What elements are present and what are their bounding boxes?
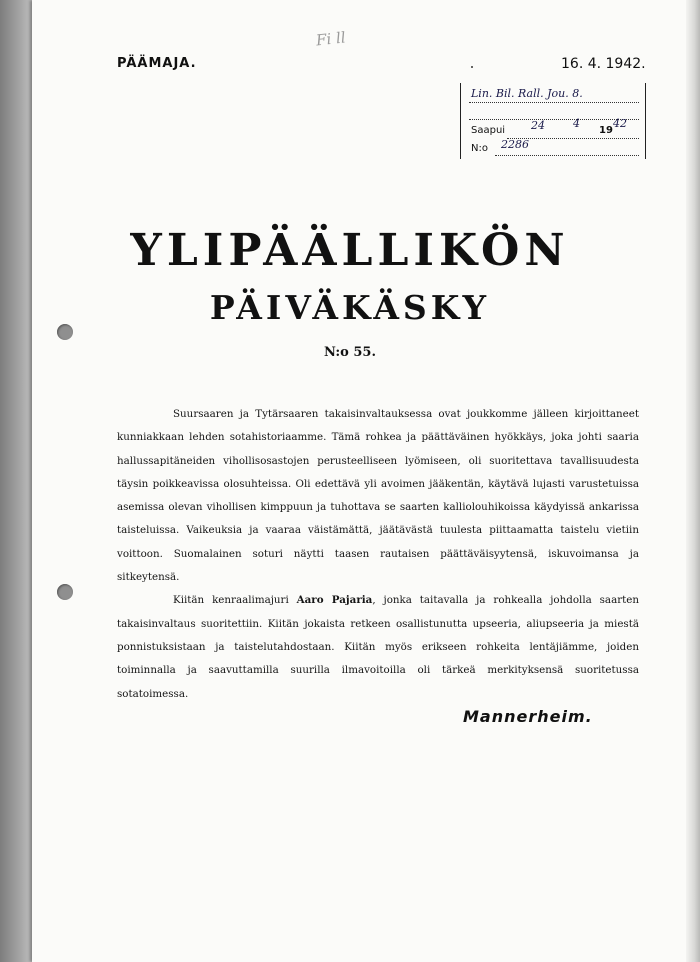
- stamp-number-value: 2286: [501, 138, 529, 151]
- stamp-line: [469, 102, 639, 103]
- paragraph-2: [117, 589, 639, 705]
- stamp-received-month: 4: [573, 117, 580, 130]
- stamp-received-label: Saapui: [471, 125, 506, 136]
- stamp-year-prefix: 19: [599, 125, 613, 136]
- paragraph-2-start: Kiitän kenraalimajuri: [173, 594, 297, 607]
- commander-name: Aaro Pajaria: [296, 594, 373, 607]
- punch-hole-bottom: [57, 584, 73, 600]
- ink-speck: [471, 66, 473, 68]
- received-stamp: [460, 83, 646, 159]
- document-subtitle: PÄIVÄKÄSKY: [209, 288, 491, 327]
- header-location: PÄÄMAJA.: [117, 56, 197, 71]
- scan-background-left: [0, 0, 34, 962]
- paragraph-1: Suursaaren ja Tytärsaaren takaisinvaltauksessa ovat joukkomme jälleen kirjoittaneet kunniakkaan lehden sotahistoriaamme. Tämä rohkea ja päättäväinen hyökkäys, joka johti saaria hallussapitäneiden vihollisosastojen perusteelliseen lyömiseen, oli suoritettava tavallisuudesta täysin poikkeavissa olosuhteissa. Oli edettävä yli avoimen jääkentän, käytävä lujasti varustetuissa asemissa olevan vihollisen kimppuun ja tuhottava se saarten kalliolouhikoissa käydyissä ankarissa taisteluissa. Vaikeuksia ja vaaraa väistämättä, jäätävästä tuulesta piittaamatta taistelu vietiin voittoon. Suomalainen soturi näytti taasen rautaisen päättäväisyytensä, iskuvoimansa ja sitkeytensä.: [117, 408, 639, 584]
- paragraph-2-rest: , jonka taitavalla ja rohkealla johdolla saarten takaisinvaltaus suoritettiin. Kiitän jokaista retkeen osallistunutta upseeria, aliupseeria ja miestä ponnistuksistaan ja taistelutahdostaan. Kiitän myös erikseen rohkeita lentäjiämme, joiden toiminnalla ja saavuttamilla suurilla ilmavoitoilla oli tärkeä merkityksensä suoritetussa sotatoimessa.: [117, 594, 639, 700]
- page-edge-shadow: [686, 0, 700, 962]
- stamp-handwritten-unit: Lin. Bil. Rall. Jou. 8.: [471, 87, 583, 100]
- header-date: 16. 4. 1942.: [561, 56, 646, 72]
- stamp-line: [495, 155, 639, 156]
- stamp-received-day: 24: [531, 119, 545, 132]
- pencil-annotation: Fi ll: [315, 28, 347, 50]
- document-title: YLIPÄÄLLIKÖN: [130, 225, 570, 276]
- stamp-year-suffix: 42: [613, 117, 627, 130]
- stamp-number-label: N:o: [471, 143, 488, 154]
- order-number: N:o 55.: [323, 345, 377, 360]
- signature: Mannerheim.: [463, 707, 593, 726]
- order-body: [117, 403, 639, 706]
